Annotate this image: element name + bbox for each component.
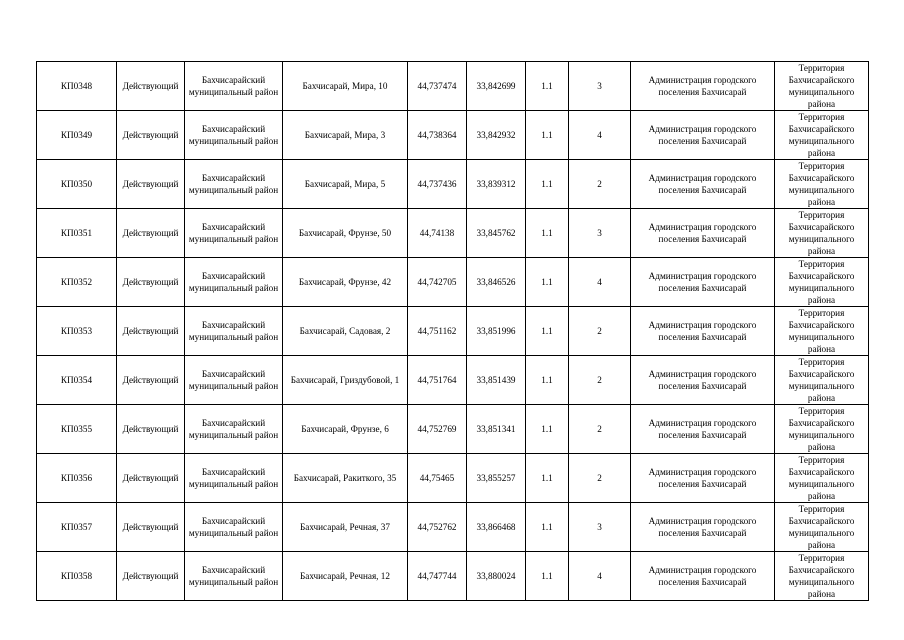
latitude-cell: 44,751764 bbox=[408, 356, 467, 405]
type-cell: 1.1 bbox=[526, 356, 569, 405]
territory-cell-line: Территория bbox=[798, 63, 845, 73]
status-cell: Действующий bbox=[117, 503, 185, 552]
district-cell-line: Бахчисарайский bbox=[201, 320, 266, 330]
owner-cell bbox=[631, 356, 775, 405]
owner-cell-line: Администрация городского bbox=[648, 516, 757, 526]
district-cell-line: Бахчисарайский bbox=[201, 124, 266, 134]
territory-cell-line: Бахчисарайского bbox=[788, 565, 855, 575]
territory-cell-line: Бахчисарайского bbox=[788, 75, 855, 85]
owner-cell-line: Администрация городского bbox=[648, 124, 757, 134]
district-cell-line: Бахчисарайский bbox=[201, 75, 266, 85]
site-code-cell: КП0352 bbox=[37, 258, 117, 307]
territory-cell bbox=[775, 552, 869, 601]
territory-cell-line: района bbox=[807, 197, 836, 207]
owner-cell-line: поселения Бахчисарай bbox=[658, 185, 747, 195]
district-cell bbox=[185, 62, 283, 111]
territory-cell bbox=[775, 62, 869, 111]
owner-cell-line: поселения Бахчисарай bbox=[658, 87, 747, 97]
status-cell: Действующий bbox=[117, 258, 185, 307]
table-body bbox=[37, 62, 869, 601]
district-cell-line: Бахчисарайский bbox=[201, 369, 266, 379]
latitude-cell: 44,75465 bbox=[408, 454, 467, 503]
table-row bbox=[37, 454, 869, 503]
district-cell-line: Бахчисарайский bbox=[201, 565, 266, 575]
district-cell-line: муниципальный район bbox=[188, 283, 279, 293]
owner-cell bbox=[631, 503, 775, 552]
territory-cell-line: Бахчисарайского bbox=[788, 222, 855, 232]
address-cell: Бахчисарай, Мира, 3 bbox=[283, 111, 408, 160]
table-row bbox=[37, 503, 869, 552]
owner-cell-line: Администрация городского bbox=[648, 222, 757, 232]
territory-cell-line: района bbox=[807, 148, 836, 158]
table-row bbox=[37, 307, 869, 356]
owner-cell-line: Администрация городского bbox=[648, 565, 757, 575]
territory-cell-line: муниципального bbox=[788, 185, 855, 195]
status-cell: Действующий bbox=[117, 160, 185, 209]
latitude-cell: 44,74138 bbox=[408, 209, 467, 258]
district-cell-line: муниципальный район bbox=[188, 136, 279, 146]
district-cell bbox=[185, 111, 283, 160]
owner-cell bbox=[631, 160, 775, 209]
table-row bbox=[37, 209, 869, 258]
status-cell: Действующий bbox=[117, 454, 185, 503]
owner-cell-line: поселения Бахчисарай bbox=[658, 234, 747, 244]
owner-cell-line: поселения Бахчисарай bbox=[658, 479, 747, 489]
status-cell: Действующий bbox=[117, 62, 185, 111]
longitude-cell: 33,846526 bbox=[467, 258, 526, 307]
territory-cell-line: Территория bbox=[798, 161, 845, 171]
district-cell bbox=[185, 503, 283, 552]
territory-cell-line: Бахчисарайского bbox=[788, 271, 855, 281]
territory-cell bbox=[775, 454, 869, 503]
district-cell bbox=[185, 209, 283, 258]
latitude-cell: 44,742705 bbox=[408, 258, 467, 307]
container-count-cell: 2 bbox=[569, 356, 631, 405]
district-cell bbox=[185, 356, 283, 405]
address-cell: Бахчисарай, Фрунзе, 50 bbox=[283, 209, 408, 258]
longitude-cell: 33,851996 bbox=[467, 307, 526, 356]
type-cell: 1.1 bbox=[526, 454, 569, 503]
owner-cell-line: поселения Бахчисарай bbox=[658, 430, 747, 440]
district-cell bbox=[185, 258, 283, 307]
site-code-cell: КП0357 bbox=[37, 503, 117, 552]
table-row bbox=[37, 405, 869, 454]
type-cell: 1.1 bbox=[526, 552, 569, 601]
status-cell: Действующий bbox=[117, 111, 185, 160]
address-cell: Бахчисарай, Мира, 10 bbox=[283, 62, 408, 111]
district-cell-line: Бахчисарайский bbox=[201, 418, 266, 428]
territory-cell bbox=[775, 503, 869, 552]
territory-cell-line: района bbox=[807, 99, 836, 109]
table-row bbox=[37, 160, 869, 209]
type-cell: 1.1 bbox=[526, 209, 569, 258]
district-cell bbox=[185, 307, 283, 356]
address-cell: Бахчисарай, Ракиткого, 35 bbox=[283, 454, 408, 503]
territory-cell-line: муниципального bbox=[788, 136, 855, 146]
container-count-cell: 4 bbox=[569, 258, 631, 307]
address-cell: Бахчисарай, Речная, 12 bbox=[283, 552, 408, 601]
owner-cell-line: поселения Бахчисарай bbox=[658, 283, 747, 293]
status-cell: Действующий bbox=[117, 552, 185, 601]
territory-cell-line: Бахчисарайского bbox=[788, 173, 855, 183]
longitude-cell: 33,851439 bbox=[467, 356, 526, 405]
longitude-cell: 33,839312 bbox=[467, 160, 526, 209]
latitude-cell: 44,752769 bbox=[408, 405, 467, 454]
territory-cell-line: Бахчисарайского bbox=[788, 516, 855, 526]
district-cell-line: муниципальный район bbox=[188, 577, 279, 587]
district-cell bbox=[185, 160, 283, 209]
owner-cell bbox=[631, 405, 775, 454]
territory-cell bbox=[775, 209, 869, 258]
owner-cell-line: поселения Бахчисарай bbox=[658, 577, 747, 587]
territory-cell-line: Бахчисарайского bbox=[788, 124, 855, 134]
district-cell bbox=[185, 405, 283, 454]
longitude-cell: 33,866468 bbox=[467, 503, 526, 552]
site-code-cell: КП0358 bbox=[37, 552, 117, 601]
address-cell: Бахчисарай, Садовая, 2 bbox=[283, 307, 408, 356]
owner-cell bbox=[631, 111, 775, 160]
district-cell-line: муниципальный район bbox=[188, 479, 279, 489]
longitude-cell: 33,842699 bbox=[467, 62, 526, 111]
territory-cell-line: муниципального bbox=[788, 528, 855, 538]
owner-cell bbox=[631, 62, 775, 111]
table-row bbox=[37, 62, 869, 111]
site-code-cell: КП0351 bbox=[37, 209, 117, 258]
territory-cell-line: района bbox=[807, 540, 836, 550]
territory-cell bbox=[775, 160, 869, 209]
site-code-cell: КП0353 bbox=[37, 307, 117, 356]
territory-cell-line: муниципального bbox=[788, 381, 855, 391]
latitude-cell: 44,751162 bbox=[408, 307, 467, 356]
longitude-cell: 33,855257 bbox=[467, 454, 526, 503]
territory-cell-line: муниципального bbox=[788, 332, 855, 342]
status-cell: Действующий bbox=[117, 209, 185, 258]
site-code-cell: КП0354 bbox=[37, 356, 117, 405]
territory-cell-line: Территория bbox=[798, 406, 845, 416]
territory-cell-line: Бахчисарайского bbox=[788, 418, 855, 428]
owner-cell bbox=[631, 454, 775, 503]
district-cell-line: муниципальный район bbox=[188, 381, 279, 391]
owner-cell-line: поселения Бахчисарай bbox=[658, 528, 747, 538]
territory-cell-line: муниципального bbox=[788, 87, 855, 97]
address-cell: Бахчисарай, Речная, 37 bbox=[283, 503, 408, 552]
territory-cell bbox=[775, 258, 869, 307]
owner-cell-line: поселения Бахчисарай bbox=[658, 136, 747, 146]
territory-cell bbox=[775, 111, 869, 160]
address-cell: Бахчисарай, Фрунзе, 42 bbox=[283, 258, 408, 307]
territory-cell bbox=[775, 405, 869, 454]
site-code-cell: КП0356 bbox=[37, 454, 117, 503]
district-cell-line: Бахчисарайский bbox=[201, 222, 266, 232]
owner-cell-line: Администрация городского bbox=[648, 271, 757, 281]
district-cell-line: муниципальный район bbox=[188, 332, 279, 342]
territory-cell-line: Территория bbox=[798, 112, 845, 122]
territory-cell-line: района bbox=[807, 393, 836, 403]
territory-cell-line: муниципального bbox=[788, 479, 855, 489]
table-row bbox=[37, 258, 869, 307]
territory-cell-line: района bbox=[807, 442, 836, 452]
territory-cell-line: Территория bbox=[798, 357, 845, 367]
site-code-cell: КП0355 bbox=[37, 405, 117, 454]
district-cell-line: муниципальный район bbox=[188, 234, 279, 244]
owner-cell-line: Администрация городского bbox=[648, 320, 757, 330]
type-cell: 1.1 bbox=[526, 405, 569, 454]
address-cell: Бахчисарай, Гриздубовой, 1 bbox=[283, 356, 408, 405]
container-count-cell: 3 bbox=[569, 62, 631, 111]
site-code-cell: КП0348 bbox=[37, 62, 117, 111]
district-cell bbox=[185, 454, 283, 503]
type-cell: 1.1 bbox=[526, 307, 569, 356]
latitude-cell: 44,737474 bbox=[408, 62, 467, 111]
owner-cell bbox=[631, 307, 775, 356]
territory-cell-line: Территория bbox=[798, 455, 845, 465]
territory-cell-line: муниципального bbox=[788, 577, 855, 587]
district-cell-line: Бахчисарайский bbox=[201, 467, 266, 477]
territory-cell-line: муниципального bbox=[788, 283, 855, 293]
territory-cell-line: Территория bbox=[798, 259, 845, 269]
owner-cell bbox=[631, 209, 775, 258]
container-count-cell: 4 bbox=[569, 111, 631, 160]
address-cell: Бахчисарай, Фрунзе, 6 bbox=[283, 405, 408, 454]
district-cell bbox=[185, 552, 283, 601]
owner-cell-line: Администрация городского bbox=[648, 369, 757, 379]
territory-cell-line: района bbox=[807, 344, 836, 354]
owner-cell-line: Администрация городского bbox=[648, 75, 757, 85]
district-cell-line: Бахчисарайский bbox=[201, 516, 266, 526]
status-cell: Действующий bbox=[117, 405, 185, 454]
owner-cell-line: поселения Бахчисарай bbox=[658, 332, 747, 342]
owner-cell-line: Администрация городского bbox=[648, 418, 757, 428]
owner-cell bbox=[631, 552, 775, 601]
territory-cell-line: муниципального bbox=[788, 430, 855, 440]
district-cell-line: Бахчисарайский bbox=[201, 271, 266, 281]
territory-cell bbox=[775, 356, 869, 405]
container-count-cell: 3 bbox=[569, 503, 631, 552]
latitude-cell: 44,747744 bbox=[408, 552, 467, 601]
longitude-cell: 33,845762 bbox=[467, 209, 526, 258]
container-count-cell: 4 bbox=[569, 552, 631, 601]
territory-cell-line: Территория bbox=[798, 553, 845, 563]
table-row bbox=[37, 356, 869, 405]
owner-cell-line: поселения Бахчисарай bbox=[658, 381, 747, 391]
type-cell: 1.1 bbox=[526, 160, 569, 209]
longitude-cell: 33,851341 bbox=[467, 405, 526, 454]
territory-cell-line: района bbox=[807, 491, 836, 501]
type-cell: 1.1 bbox=[526, 62, 569, 111]
site-code-cell: КП0350 bbox=[37, 160, 117, 209]
territory-cell-line: района bbox=[807, 246, 836, 256]
longitude-cell: 33,880024 bbox=[467, 552, 526, 601]
owner-cell-line: Администрация городского bbox=[648, 173, 757, 183]
latitude-cell: 44,738364 bbox=[408, 111, 467, 160]
territory-cell-line: Территория bbox=[798, 308, 845, 318]
owner-cell-line: Администрация городского bbox=[648, 467, 757, 477]
longitude-cell: 33,842932 bbox=[467, 111, 526, 160]
type-cell: 1.1 bbox=[526, 503, 569, 552]
container-count-cell: 2 bbox=[569, 454, 631, 503]
container-count-cell: 3 bbox=[569, 209, 631, 258]
type-cell: 1.1 bbox=[526, 258, 569, 307]
site-code-cell: КП0349 bbox=[37, 111, 117, 160]
territory-cell-line: Бахчисарайского bbox=[788, 467, 855, 477]
territory-cell-line: района bbox=[807, 295, 836, 305]
district-cell-line: муниципальный район bbox=[188, 430, 279, 440]
territory-cell-line: Территория bbox=[798, 210, 845, 220]
container-count-cell: 2 bbox=[569, 160, 631, 209]
latitude-cell: 44,737436 bbox=[408, 160, 467, 209]
owner-cell bbox=[631, 258, 775, 307]
type-cell: 1.1 bbox=[526, 111, 569, 160]
status-cell: Действующий bbox=[117, 307, 185, 356]
container-sites-table bbox=[36, 61, 869, 601]
district-cell-line: муниципальный район bbox=[188, 528, 279, 538]
territory-cell-line: Территория bbox=[798, 504, 845, 514]
address-cell: Бахчисарай, Мира, 5 bbox=[283, 160, 408, 209]
latitude-cell: 44,752762 bbox=[408, 503, 467, 552]
container-count-cell: 2 bbox=[569, 405, 631, 454]
status-cell: Действующий bbox=[117, 356, 185, 405]
district-cell-line: муниципальный район bbox=[188, 87, 279, 97]
table-row bbox=[37, 552, 869, 601]
container-count-cell: 2 bbox=[569, 307, 631, 356]
district-cell-line: муниципальный район bbox=[188, 185, 279, 195]
table-row bbox=[37, 111, 869, 160]
territory-cell-line: района bbox=[807, 589, 836, 599]
territory-cell-line: Бахчисарайского bbox=[788, 320, 855, 330]
district-cell-line: Бахчисарайский bbox=[201, 173, 266, 183]
territory-cell-line: Бахчисарайского bbox=[788, 369, 855, 379]
territory-cell bbox=[775, 307, 869, 356]
territory-cell-line: муниципального bbox=[788, 234, 855, 244]
